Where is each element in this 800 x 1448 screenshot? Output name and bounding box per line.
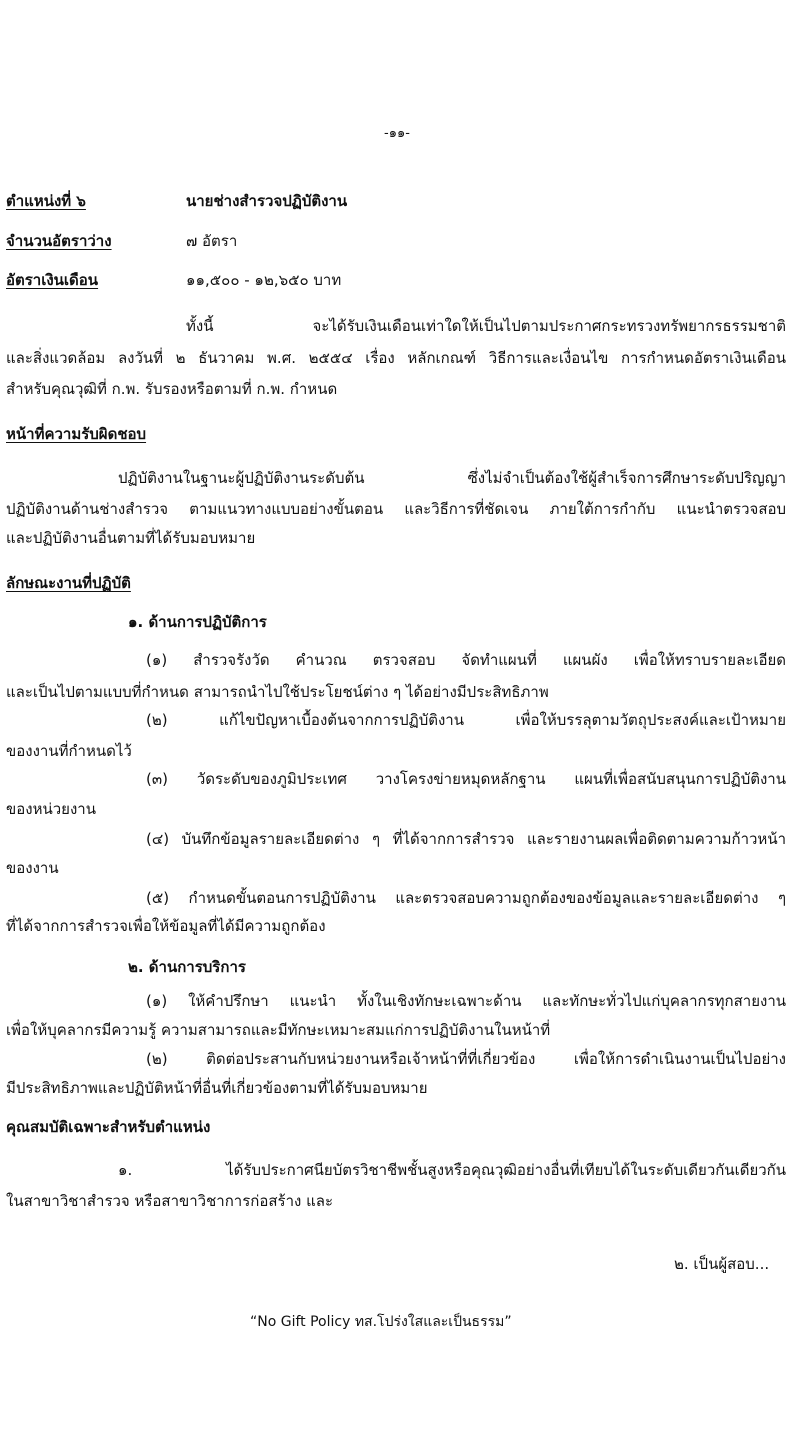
work-heading: ลักษณะงานที่ปฏิบัติ: [6, 574, 131, 592]
section1-item-line: (๔) บันทึกข้อมูลรายละเอียดต่าง ๆ ที่ได้จากการสำรวจ และรายงานผลเพื่อติดตามความก้าวหน้า: [146, 830, 786, 848]
section1-item-line: (๕) กำหนดขั้นตอนการปฏิบัติงาน และตรวจสอบความถูกต้องของข้อมูลและรายละเอียดต่าง ๆ: [146, 889, 786, 907]
section1-item-line: ของงาน: [6, 859, 59, 877]
duties-heading: หน้าที่ความรับผิดชอบ: [6, 425, 147, 443]
section1-item-line: (๓) วัดระดับของภูมิประเทศ วางโครงข่ายหมุดหลักฐาน แผนที่เพื่อสนับสนุนการปฏิบัติงาน: [146, 770, 786, 788]
section1-heading: ๑. ด้านการปฏิบัติการ: [128, 613, 267, 631]
page-number: -๑๑-: [384, 126, 410, 141]
duties-line: และปฏิบัติงานอื่นตามที่ได้รับมอบหมาย: [6, 529, 256, 547]
duties-line: ปฏิบัติงานด้านช่างสำรวจ ตามแนวทางแบบอย่างขั้นตอน และวิธีการที่ชัดเจน ภายใต้การกำกับ แนะนำตรวจสอบ: [6, 500, 786, 518]
section1-item-line: ของหน่วยงาน: [6, 800, 96, 818]
vacancy-value: ๗ อัตรา: [186, 232, 238, 250]
section2-item-line: เพื่อให้บุคลากรมีความรู้ ความสามารถและมีทักษะเหมาะสมแก่การปฏิบัติงานในหน้าที่: [6, 1021, 551, 1039]
section2-heading: ๒. ด้านการบริการ: [128, 958, 246, 976]
qualifications-line: ๑. ได้รับประกาศนียบัตรวิชาชีพชั้นสูงหรือคุณวุฒิอย่างอื่นที่เทียบได้ในระดับเดียวกันเดียวกัน: [118, 1161, 786, 1179]
section2-item-line: (๒) ติดต่อประสานกับหน่วยงานหรือเจ้าหน้าที่ที่เกี่ยวข้อง เพื่อให้การดำเนินงานเป็นไปอย่าง: [146, 1050, 786, 1068]
position-value: นายช่างสำรวจปฏิบัติงาน: [186, 192, 348, 210]
salary-label: อัตราเงินเดือน: [6, 271, 99, 289]
section2-item-line: มีประสิทธิภาพและปฏิบัติหน้าที่อื่นที่เกี่ยวข้องตามที่ได้รับมอบหมาย: [6, 1079, 428, 1097]
position-label: ตำแหน่งที่ ๖: [6, 192, 86, 210]
section1-item-line: (๑) สำรวจรังวัด คำนวณ ตรวจสอบ จัดทำแผนที่ แผนผัง เพื่อให้ทราบรายละเอียด: [146, 651, 786, 669]
qualifications-heading: คุณสมบัติเฉพาะสำหรับตำแหน่ง: [6, 1118, 211, 1136]
salary-note-line: ทั้งนี้ จะได้รับเงินเดือนเท่าใดให้เป็นไปตามประกาศกระทรวงทรัพยากรธรรมชาติ: [186, 317, 786, 335]
vacancy-label: จำนวนอัตราว่าง: [6, 232, 112, 250]
section1-item-line: ของงานที่กำหนดไว้: [6, 742, 132, 760]
section1-item-line: (๒) แก้ไขปัญหาเบื้องต้นจากการปฏิบัติงาน เพื่อให้บรรลุตามวัตถุประสงค์และเป้าหมาย: [146, 711, 786, 729]
salary-note-line: และสิ่งแวดล้อม ลงวันที่ ๒ ธันวาคม พ.ศ. ๒๕๕๔ เรื่อง หลักเกณฑ์ วิธีการและเงื่อนไข การกำหนดอัตราเงินเดือน: [6, 349, 786, 367]
section1-item-line: และเป็นไปตามแบบที่กำหนด สามารถนำไปใช้ประโยชน์ต่าง ๆ ได้อย่างมีประสิทธิภาพ: [6, 683, 549, 701]
salary-note-line: สำหรับคุณวุฒิที่ ก.พ. รับรองหรือตามที่ ก.พ. กำหนด: [6, 380, 338, 398]
section2-item-line: (๑) ให้คำปรึกษา แนะนำ ทั้งในเชิงทักษะเฉพาะด้าน และทักษะทั่วไปแก่บุคลากรทุกสายงาน: [146, 992, 786, 1010]
qualifications-line: ในสาขาวิชาสำรวจ หรือสาขาวิชาการก่อสร้าง และ: [6, 1192, 334, 1210]
section1-item-line: ที่ได้จากการสำรวจเพื่อให้ข้อมูลที่ได้มีความถูกต้อง: [6, 917, 326, 935]
duties-line: ปฏิบัติงานในฐานะผู้ปฏิบัติงานระดับต้น ซึ่งไม่จำเป็นต้องใช้ผู้สำเร็จการศึกษาระดับปริญญา: [118, 469, 786, 487]
salary-value: ๑๑,๕๐๐ - ๑๒,๖๕๐ บาท: [186, 271, 342, 289]
footer-slogan: “No Gift Policy ทส.โปร่งใสและเป็นธรรม”: [250, 1314, 512, 1330]
continuation-text: ๒. เป็นผู้สอบ...: [674, 1255, 770, 1273]
